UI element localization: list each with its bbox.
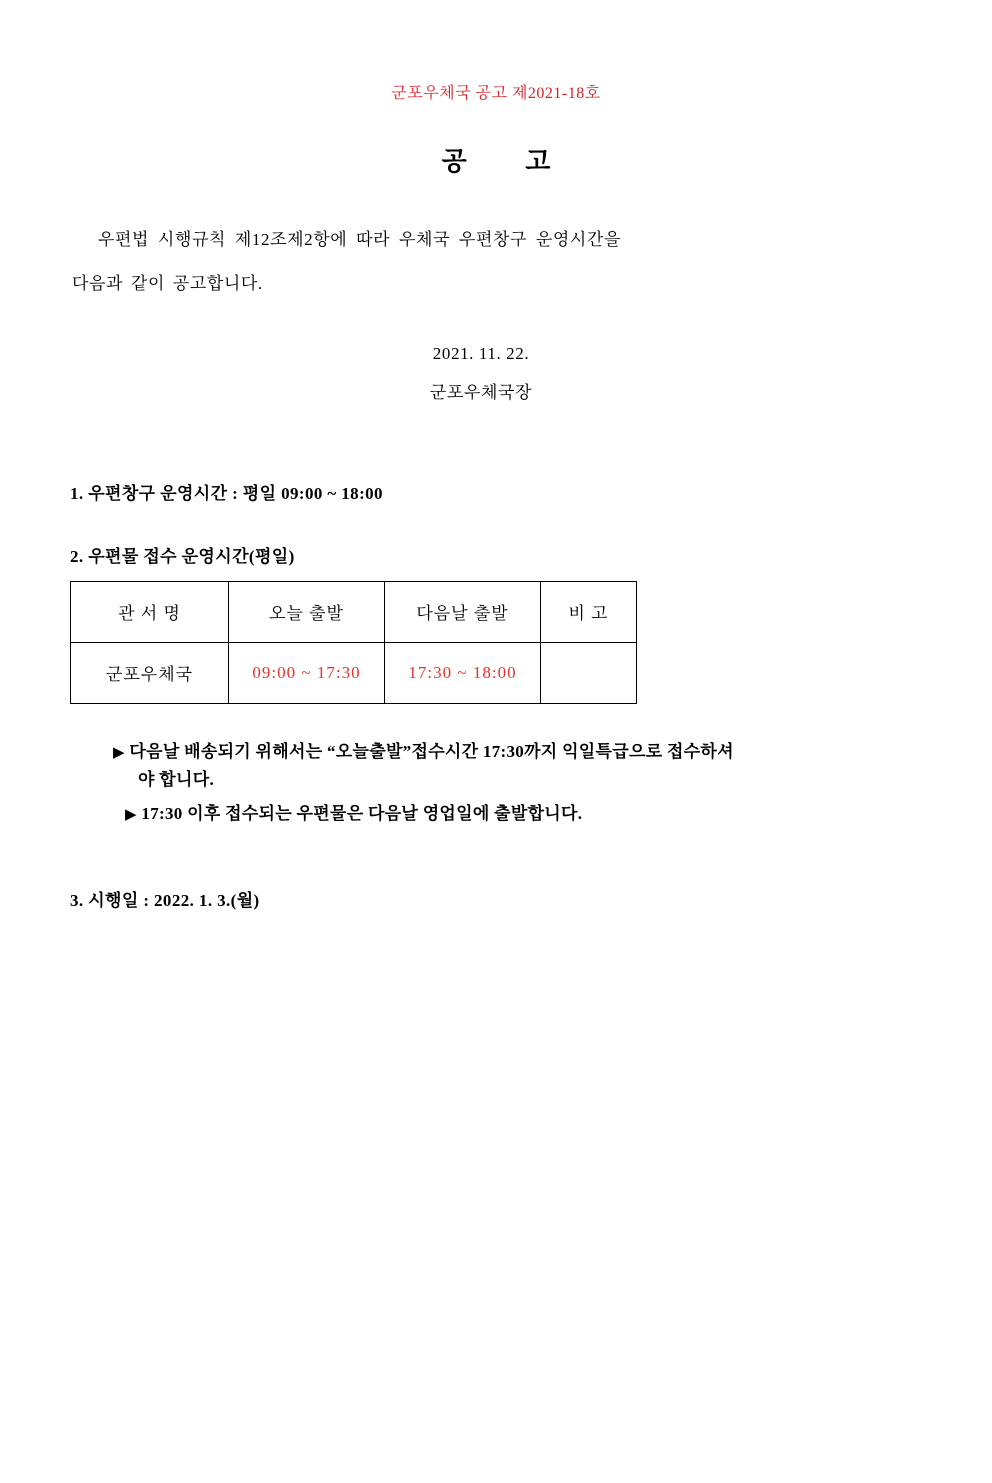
section-item-1: 1. 우편창구 운영시간 : 평일 09:00 ~ 18:00 [70,483,383,503]
column-header-remark: 비 고 [541,581,637,642]
column-header-today: 오늘 출발 [229,581,385,642]
triangle-right-icon: ▶ [125,806,137,823]
column-header-office: 관 서 명 [71,581,229,642]
column-header-next-day: 다음날 출발 [385,581,541,642]
notice-date: 2021. 11. 22. [432,344,530,364]
intro-line-1: 우편법 시행규칙 제12조제2항에 따라 우체국 우편창구 운영시간을 [98,230,621,249]
notes-list [70,738,922,828]
issuer-name: 군포우체국장 [429,383,533,403]
cell-next-day-departure: 17:30 ~ 18:00 [385,642,541,703]
section-item-2: 2. 우편물 접수 운영시간(평일) [70,546,295,566]
list-item [70,738,738,794]
list-item [70,800,922,828]
intro-paragraph [70,218,922,306]
cell-office-name: 군포우체국 [71,642,229,703]
section-item-3: 3. 시행일 : 2022. 1. 3.(월) [70,890,260,910]
triangle-right-icon: ▶ [113,744,125,761]
cell-today-departure: 09:00 ~ 17:30 [229,642,385,703]
table-row [71,642,637,703]
list-item-text: 다음날 배송되기 위해서는 “오늘출발”접수시간 17:30까지 익일특급으로 접수하셔야 합니다. [129,741,734,789]
notice-number: 군포우체국 공고 제2021-18호 [391,85,601,102]
intro-line-2: 다음과 같이 공고합니다. [72,274,263,294]
list-item-text: 17:30 이후 접수되는 우편물은 다음날 영업일에 출발합니다. [141,803,583,823]
table-header-row [71,581,637,642]
cell-remark [541,642,637,703]
page-title: 공 고 [441,147,577,176]
document-page [0,80,992,1483]
operating-hours-table [70,581,637,704]
signature-block [70,334,922,412]
